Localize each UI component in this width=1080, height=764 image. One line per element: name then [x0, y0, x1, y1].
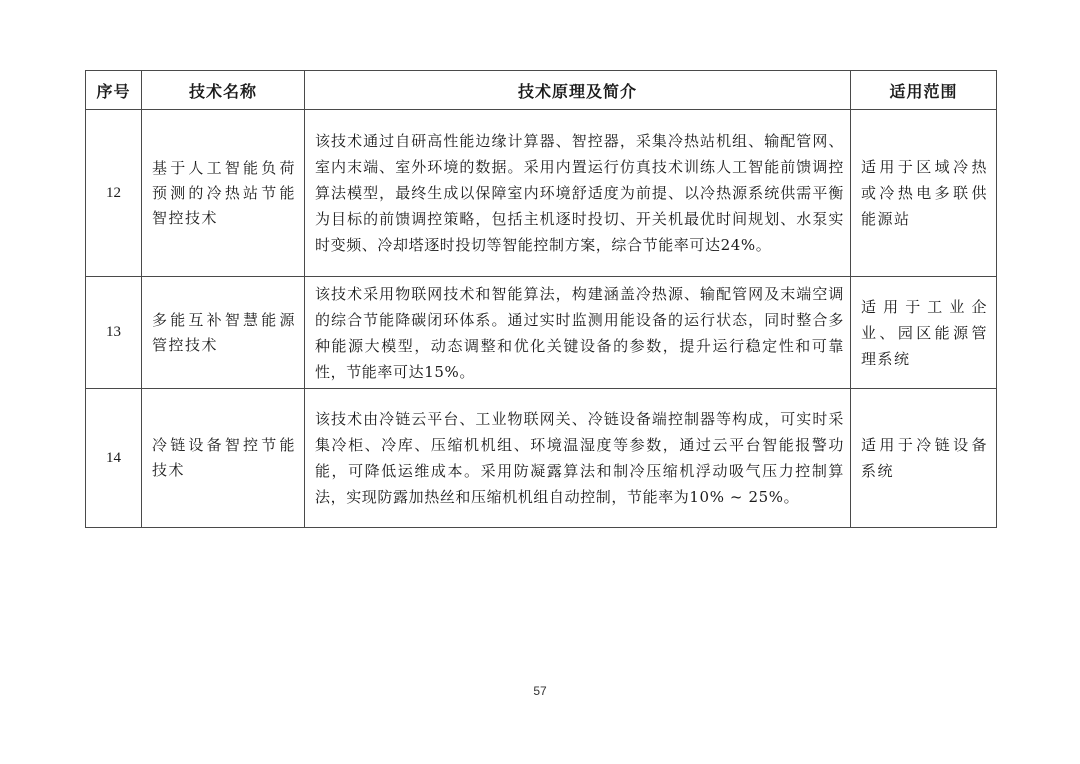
- header-application-scope: 适用范围: [851, 71, 997, 110]
- row-serial-number: 13: [86, 277, 142, 389]
- row-technology-name: 基于人工智能负荷预测的冷热站节能智控技术: [142, 110, 305, 277]
- table-row: [86, 110, 997, 277]
- row-principle-description: 该技术采用物联网技术和智能算法，构建涵盖冷热源、输配管网及末端空调的综合节能降碳闭环体系。通过实时监测用能设备的运行状态，同时整合多种能源大模型，动态调整和优化关键设备的参数，提升运行稳定性和可靠性，节能率可达15%。: [305, 277, 851, 389]
- header-serial-number: 序号: [86, 71, 142, 110]
- row-serial-number: 14: [86, 389, 142, 528]
- technology-table: [85, 70, 997, 528]
- row-application-scope: 适用于冷链设备系统: [851, 389, 997, 528]
- table-row: [86, 389, 997, 528]
- header-technology-name: 技术名称: [142, 71, 305, 110]
- row-technology-name: 冷链设备智控节能技术: [142, 389, 305, 528]
- row-application-scope: 适用于区域冷热或冷热电多联供能源站: [851, 110, 997, 277]
- page-number: 57: [533, 684, 547, 698]
- row-principle-description: 该技术通过自研高性能边缘计算器、智控器，采集冷热站机组、输配管网、室内末端、室外环境的数据。采用内置运行仿真技术训练人工智能前馈调控算法模型，最终生成以保障室内环境舒适度为前提、以冷热源系统供需平衡为目标的前馈调控策略，包括主机逐时投切、开关机最优时间规划、水泵实时变频、冷却塔逐时投切等智能控制方案，综合节能率可达24%。: [305, 110, 851, 277]
- row-technology-name: 多能互补智慧能源管控技术: [142, 277, 305, 389]
- table-header-row: [86, 71, 997, 110]
- header-principle-description: 技术原理及简介: [305, 71, 851, 110]
- table-row: [86, 277, 997, 389]
- row-application-scope: 适用于工业企业、园区能源管理系统: [851, 277, 997, 389]
- row-principle-description: 该技术由冷链云平台、工业物联网关、冷链设备端控制器等构成，可实时采集冷柜、冷库、压缩机机组、环境温湿度等参数，通过云平台智能报警功能，可降低运维成本。采用防凝露算法和制冷压缩机浮动吸气压力控制算法，实现防露加热丝和压缩机机组自动控制，节能率为10% ~ 25%。: [305, 389, 851, 528]
- row-serial-number: 12: [86, 110, 142, 277]
